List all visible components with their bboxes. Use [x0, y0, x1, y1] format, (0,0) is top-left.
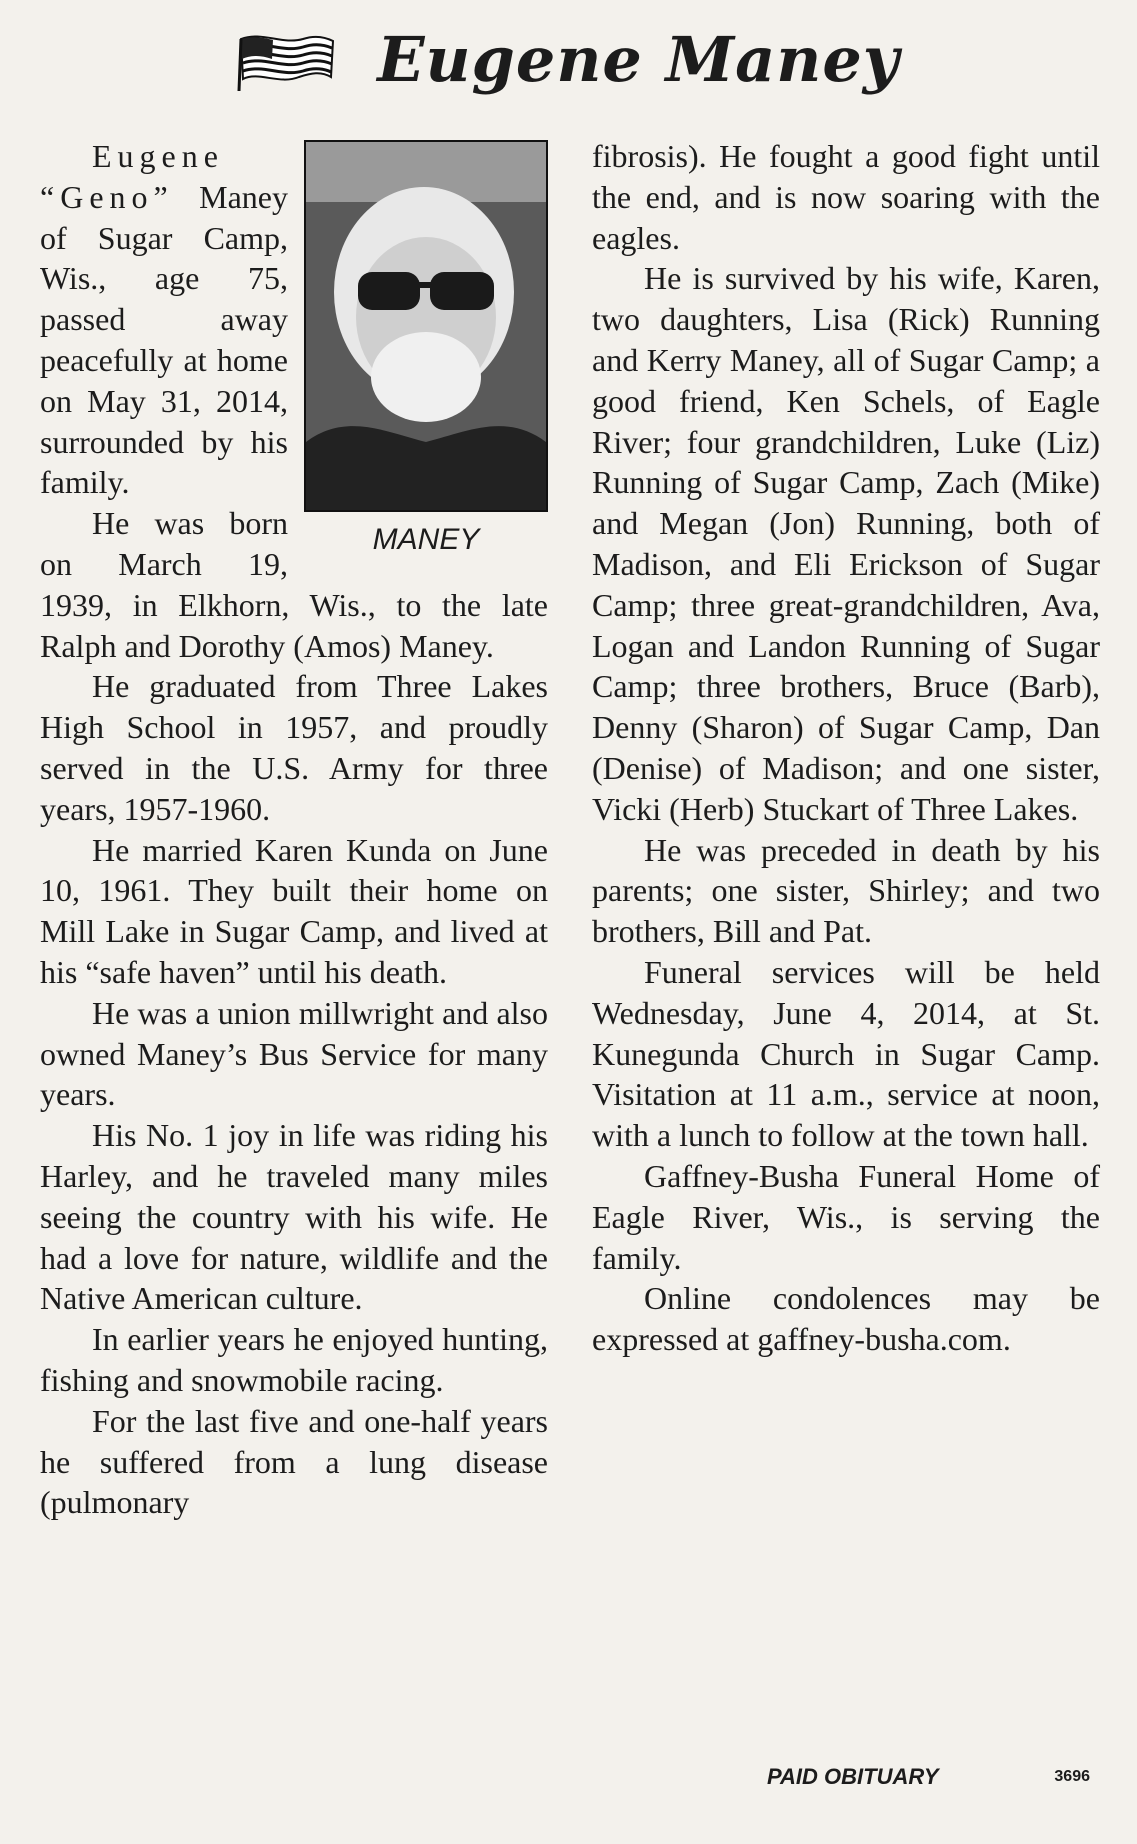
paid-obituary-label: PAID OBITUARY	[767, 1764, 939, 1789]
paragraph-marriage: He married Karen Kunda on June 10, 1961. They built their home on Mill Lake in Sugar Camp, and lived at his “safe haven” until his death.	[40, 831, 548, 990]
paragraph-birth: He was born on March 19, 1939, in Elkhorn, Wis., to the late Ralph and Dorothy (Amos) Maney.	[40, 505, 548, 664]
left-column	[40, 136, 548, 1523]
photo-caption: MANEY	[372, 523, 480, 556]
paragraph-career: He was a union millwright and also owned Maney’s Bus Service for many years.	[40, 994, 548, 1113]
intro-first-name: Eugene	[92, 138, 224, 174]
photo-block	[304, 140, 548, 558]
header	[0, 14, 1137, 104]
page-title: Eugene Maney	[377, 22, 900, 96]
paragraph-education: He graduated from Three Lakes High School in 1957, and proudly served in the U.S. Army for three years, 1957-1960.	[40, 668, 548, 827]
ad-code: 3696	[1054, 1768, 1090, 1785]
paragraph-earlier-years: In earlier years he enjoyed hunting, fishing and snowmobile racing.	[40, 1321, 548, 1398]
intro-text: Maney of Sugar Camp, Wis., age 75, passed away peacefully at home on May 31, 2014, surrounded by his family.	[40, 178, 288, 501]
intro-nickname: “Geno”	[40, 178, 174, 215]
paragraph-services: Funeral services will be held Wednesday, June 4, 2014, at St. Kunegunda Church in Sugar Camp. Visitation at 11 a.m., service at noon, with a lunch to follow at the town hall.	[592, 953, 1100, 1154]
paragraph-survivors: He is survived by his wife, Karen, two daughters, Lisa (Rick) Running and Kerry Maney, all of Sugar Camp; a good friend, Ken Schels, of Eagle River; four grandchildren, Luke (Liz) Running of Sugar Camp, Zach (Mike) and Megan (Jon) Running, both of Madison, and Eli Erickson of Sugar Camp; three great-grandchildren, Ava, Logan and Landon Running of Sugar Camp; three brothers, Bruce (Barb), Denny (Sharon) of Sugar Camp, Dan (Denise) of Madison; and one sister, Vicki (Herb) Stuckart of Three Lakes.	[592, 260, 1100, 827]
paragraph-illness: For the last five and one-half years he suffered from a lung disease (pulmonary	[40, 1402, 548, 1521]
paragraph-preceded: He was preceded in death by his parents; one sister, Shirley; and two brothers, Bill and Pat.	[592, 831, 1100, 950]
paragraph-condolences: Online condolences may be expressed at gaffney-busha.com.	[592, 1280, 1100, 1358]
american-flag-icon	[237, 31, 337, 93]
paragraph-funeral-home: Gaffney-Busha Funeral Home of Eagle River, Wis., is serving the family.	[592, 1157, 1100, 1276]
paragraph-hobbies: His No. 1 joy in life was riding his Harley, and he traveled many miles seeing the country with his wife. He had a love for nature, wildlife and the Native American culture.	[40, 1117, 548, 1317]
portrait-photo	[304, 140, 548, 512]
right-column	[592, 136, 1100, 1360]
paragraph-illness-cont: fibrosis). He fought a good fight until the end, and is now soaring with the eagles.	[592, 138, 1100, 256]
